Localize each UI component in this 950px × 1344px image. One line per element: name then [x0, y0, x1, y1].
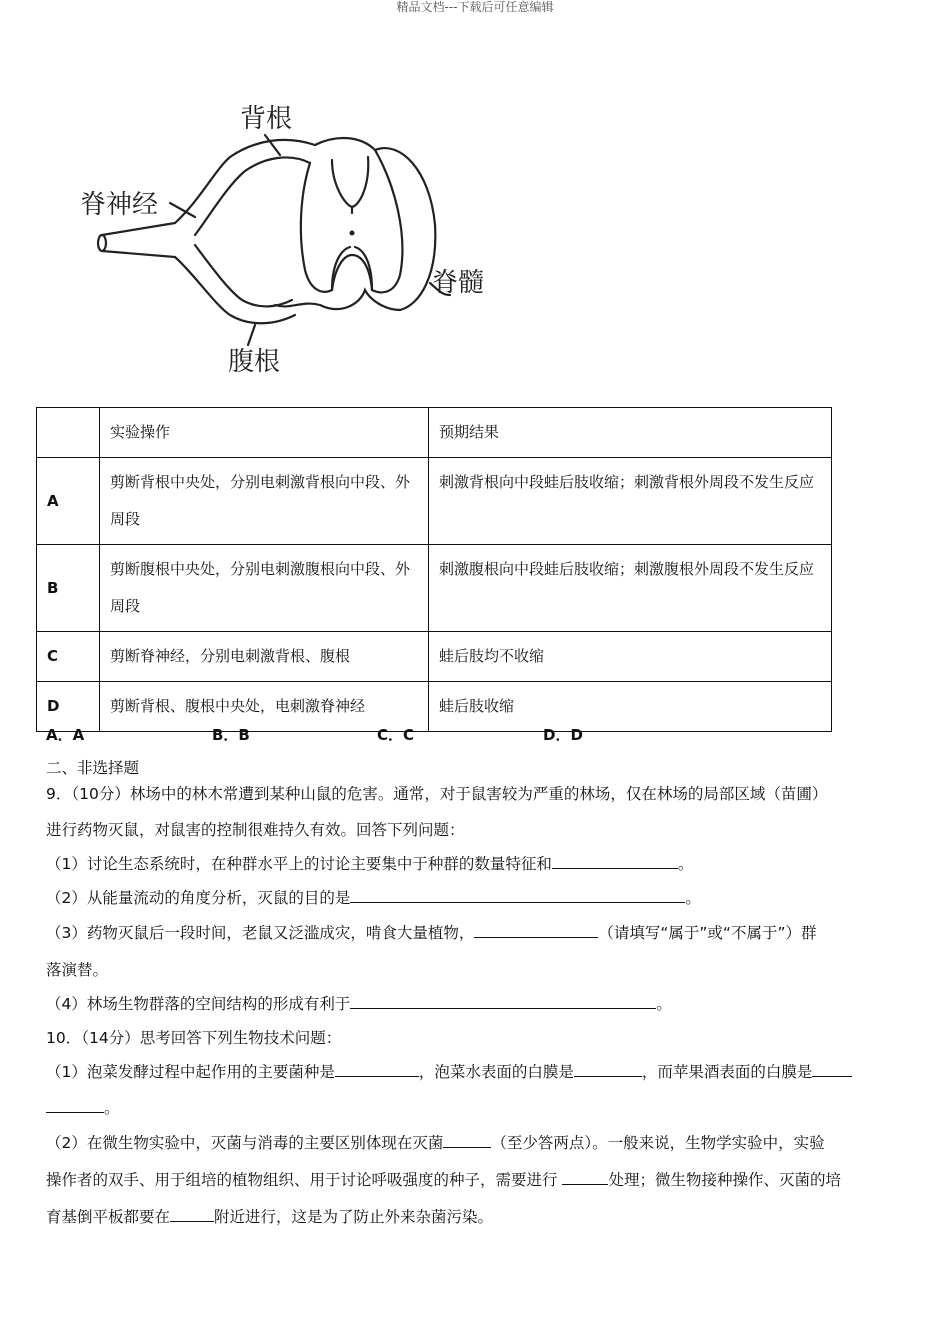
q9-part1-end: 。	[677, 855, 694, 873]
choice-b[interactable]: B．B	[212, 726, 250, 744]
q9-intro-line2: 进行药物灭鼠，对鼠害的控制很难持久有效。回答下列问题：	[46, 821, 465, 839]
column-header-result: 预期结果	[429, 408, 832, 458]
experiment-table	[36, 407, 832, 732]
column-header-operation: 实验操作	[100, 408, 429, 458]
q9-part2	[46, 888, 701, 908]
spinal-cord-label: 脊髓	[432, 268, 485, 298]
q9-part4-blank[interactable]	[350, 994, 656, 1009]
q9-part4	[46, 994, 672, 1014]
q10-part1-text-b: ，泡菜水表面的白膜是	[418, 1063, 574, 1081]
table-header-row	[37, 408, 832, 458]
row-result: 刺激背根向中段蛙后肢收缩；刺激背根外周段不发生反应	[429, 458, 832, 545]
q9-part3-text-b: （请填写“属于”或“不属于”）群	[598, 924, 817, 942]
row-letter: B	[37, 545, 100, 632]
row-operation: 剪断背根中央处，分别电刺激背根向中段、外周段	[100, 458, 429, 545]
q10-part1-blank2[interactable]	[574, 1062, 642, 1077]
ventral-root-label: 腹根	[228, 347, 281, 377]
q9-part2-blank[interactable]	[350, 888, 685, 903]
q10-part2-blank2[interactable]	[562, 1170, 608, 1185]
q10-part2-blank1[interactable]	[443, 1133, 491, 1148]
q9-part1-blank[interactable]	[552, 854, 678, 869]
table-row	[37, 632, 832, 682]
q10-part2-line3	[46, 1207, 493, 1227]
q10-part1	[46, 1062, 852, 1082]
q10-part2-text-a: （2）在微生物实验中，灭菌与消毒的主要区别体现在灭菌	[46, 1134, 444, 1152]
table-row	[37, 545, 832, 632]
table-row	[37, 458, 832, 545]
row-operation: 剪断背根、腹根中央处，电刺激脊神经	[100, 682, 429, 732]
q9-part3	[46, 923, 817, 943]
spinal-nerve-label: 脊神经	[80, 190, 159, 220]
q10-part2-line3-text-b: 附近进行，这是为了防止外来杂菌污染。	[214, 1208, 494, 1226]
spinal-cord-illustration	[70, 95, 510, 385]
q10-part2-line2-text-a: 操作者的双手、用于组培的植物组织、用于讨论呼吸强度的种子，需要进行	[46, 1171, 563, 1189]
q9-part3-blank[interactable]	[474, 923, 598, 938]
row-letter: A	[37, 458, 100, 545]
dorsal-root-label: 背根	[240, 104, 293, 134]
choice-d[interactable]: D．D	[543, 726, 583, 744]
q10-part1-blank3-continued[interactable]	[46, 1098, 104, 1113]
q10-part2-line2-text-b: 处理；微生物接种操作、灭菌的培	[608, 1171, 841, 1189]
table-corner-cell	[37, 408, 100, 458]
q10-part1-blank1[interactable]	[335, 1062, 419, 1077]
q9-part4-end: 。	[656, 995, 672, 1013]
q10-part1-end: 。	[104, 1099, 120, 1117]
q10-part1-line2	[46, 1098, 120, 1118]
row-result: 刺激腹根向中段蛙后肢收缩；刺激腹根外周段不发生反应	[429, 545, 832, 632]
row-operation: 剪断脊神经，分别电刺激背根、腹根	[100, 632, 429, 682]
q10-part1-text-a: （1）泡菜发酵过程中起作用的主要菌种是	[46, 1063, 335, 1081]
page-header: 精品文档---下载后可任意编辑	[396, 0, 554, 14]
row-result: 蛙后肢收缩	[429, 682, 832, 732]
q9-part1-text: （1）讨论生态系统时，在种群水平上的讨论主要集中于种群的数量特征和	[46, 855, 552, 873]
q10-part2-line2	[46, 1170, 841, 1190]
q10-part2-line3-text-a: 育基倒平板都要在	[46, 1208, 171, 1226]
q9-part1	[46, 854, 693, 874]
q10-intro: 10．（14分）思考回答下列生物技术问题：	[46, 1029, 342, 1047]
choice-a[interactable]: A．A	[46, 726, 85, 744]
q9-part2-text: （2）从能量流动的角度分析，灭鼠的目的是	[46, 889, 351, 907]
section-title: 二、非选择题	[46, 759, 140, 777]
table-row	[37, 682, 832, 732]
spinal-cord-diagram	[70, 95, 510, 385]
q9-part4-text: （4）林场生物群落的空间结构的形成有利于	[46, 995, 351, 1013]
row-letter: C	[37, 632, 100, 682]
row-operation: 剪断腹根中央处，分别电刺激腹根向中段、外周段	[100, 545, 429, 632]
q9-part2-end: 。	[685, 889, 701, 907]
q10-part2	[46, 1133, 825, 1153]
q9-part3-text-a: （3）药物灭鼠后一段时间，老鼠又泛滥成灾，啃食大量植物，	[46, 924, 475, 942]
q10-part1-blank3[interactable]	[812, 1062, 852, 1077]
q10-part1-text-c: ，而苹果酒表面的白膜是	[641, 1063, 813, 1081]
q10-part2-blank3[interactable]	[170, 1207, 214, 1222]
row-result: 蛙后肢均不收缩	[429, 632, 832, 682]
q9-intro-line1: 9．（10分）林场中的林木常遭到某种山鼠的危害。通常，对于鼠害较为严重的林场，仅在林场的局部区域（苗圃）	[46, 785, 828, 803]
row-letter: D	[37, 682, 100, 732]
q10-part2-text-b: （至少答两点）。一般来说，生物学实验中，实验	[491, 1134, 825, 1152]
q9-part3-line2: 落演替。	[46, 961, 109, 979]
choice-c[interactable]: C．C	[377, 726, 415, 744]
